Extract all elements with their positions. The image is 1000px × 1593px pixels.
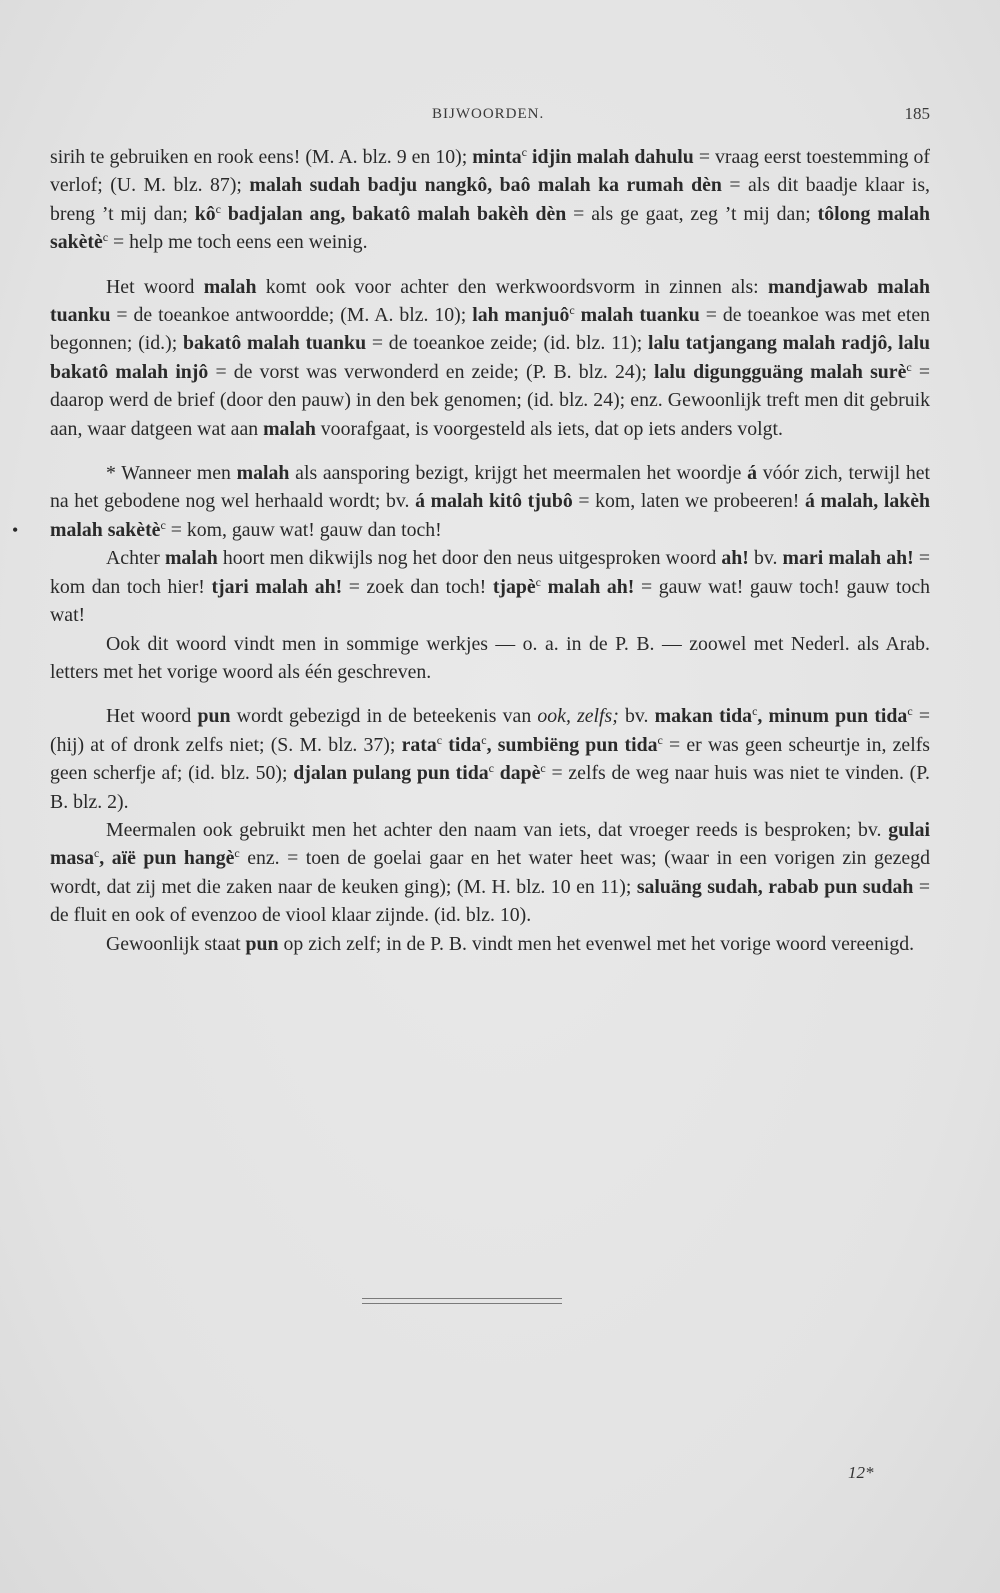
body-span: op zich zelf; in de P. B. vindt men het evenwel met het vorige woord vereenigd.	[278, 932, 915, 955]
glottal-stop-mark: c	[540, 761, 546, 776]
running-head: BIJWOORDEN.	[432, 106, 545, 122]
malay-term: rata	[401, 733, 437, 756]
body-span: = de toeankoe antwoordde; (M. A. blz. 10);	[110, 304, 473, 327]
body-span: = zoek dan toch!	[342, 575, 493, 598]
paragraph	[50, 816, 930, 930]
malay-term: malah tuanku	[574, 304, 700, 327]
malay-term: badjalan ang, bakatô malah bakèh dèn	[221, 202, 567, 225]
body-span: = (hij) at of dronk zelfs niet; (S. M. blz. 37);	[50, 705, 930, 756]
malay-term: tôlong malah sakètè	[50, 202, 931, 254]
malay-term: minta	[472, 146, 522, 168]
malay-term: mandjawab malah tuanku	[50, 275, 931, 327]
malay-term: á malah, lakèh malah sakètè	[50, 490, 930, 541]
body-span: enz. = toen de goelai gaar en het water heet was; (waar in een vorigen zin gezegd wordt, dat zij met die zaken naar de keuken ging); (M. H. blz. 10 en 11);	[50, 847, 930, 898]
malay-term: tida	[442, 733, 482, 756]
page-number: 185	[904, 104, 930, 123]
glottal-stop-mark: c	[481, 732, 487, 747]
body-span: Gewoonlijk staat	[106, 932, 246, 955]
body-span: = als dit baadje klaar is, breng ’t mij dan;	[50, 174, 930, 225]
malay-term: malah ah!	[541, 575, 635, 598]
paragraph	[50, 273, 930, 443]
section-rule-top	[362, 1298, 562, 1299]
body-span: = kom, laten we probeeren!	[572, 490, 805, 513]
glottal-stop-mark: c	[535, 574, 541, 589]
body-span: = kom dan toch hier!	[50, 547, 930, 598]
body-span: sirih te gebruiken en rook eens! (M. A. blz. 9 en 10);	[50, 146, 473, 168]
paragraph	[50, 544, 930, 629]
malay-term: saluäng sudah, rabab pun sudah	[636, 875, 914, 898]
malay-term: á malah kitô tjubô	[415, 490, 573, 513]
body-span: bv.	[748, 547, 783, 570]
paragraph	[50, 630, 930, 687]
body-span: = zelfs de weg naar huis was niet te vinden. (P. B. blz. 2).	[50, 762, 930, 813]
glottal-stop-mark: c	[907, 704, 913, 719]
body-span: = de toeankoe zeide; (id. blz. 11);	[366, 332, 648, 355]
body-span: = daarop werd de brief (door den pauw) in den bek genomen; (id. blz. 24); enz. Gewoonlijk treft men dit gebruik aan, waar datgeen wat aan	[50, 360, 930, 440]
body-span: bv.	[618, 705, 655, 728]
malay-term: bakatô malah tuanku	[182, 332, 367, 355]
malay-term: pun	[245, 932, 279, 955]
malay-term: tjari malah ah!	[211, 575, 343, 598]
section-rule-bottom	[362, 1303, 562, 1304]
malay-term: pun	[197, 705, 231, 728]
glottal-stop-mark: c	[93, 846, 100, 861]
glottal-stop-mark: c	[160, 517, 166, 532]
malay-term: kô	[194, 202, 216, 225]
glottal-stop-mark: c	[436, 732, 443, 747]
glottal-stop-mark: c	[569, 303, 575, 318]
glottal-stop-mark: c	[102, 230, 109, 245]
malay-term: tjapè	[492, 575, 536, 598]
body-span: = kom, gauw wat! gauw dan toch!	[165, 518, 442, 541]
malay-term: malah	[263, 417, 316, 440]
glottal-stop-mark: c	[234, 846, 240, 861]
body-span: Het woord	[106, 705, 198, 728]
paragraph	[50, 459, 930, 544]
malay-term: , minum pun tida	[757, 705, 908, 728]
malay-term: ah!	[721, 547, 749, 570]
body-span: = vraag eerst toestemming of verlof; (U. M. blz. 87);	[50, 146, 930, 197]
glottal-stop-mark: c	[752, 704, 758, 719]
margin-mark: •	[12, 520, 19, 540]
body-span: komt ook voor achter den werkwoordsvorm in zinnen als:	[256, 275, 768, 298]
malay-term: malah	[164, 547, 218, 570]
body-span: Achter	[106, 547, 165, 570]
malay-term: gulai masa	[50, 818, 930, 870]
paragraph	[50, 143, 930, 257]
emphasis-text: ook, zelfs;	[537, 705, 619, 728]
body-text	[50, 143, 930, 958]
malay-term: lah manjuô	[472, 304, 570, 327]
body-span: = help me toch eens een weinig.	[108, 231, 368, 254]
glottal-stop-mark: c	[906, 359, 912, 374]
malay-term: makan tida	[654, 705, 753, 728]
body-span: als aansporing bezigt, krijgt het meermalen het woordje	[289, 462, 748, 485]
malay-term: mari malah ah!	[782, 547, 914, 570]
glottal-stop-mark: c	[215, 201, 221, 216]
malay-term: , aïë pun hangè	[99, 847, 235, 870]
body-span: wordt gebezigd in de beteekenis van	[230, 705, 538, 728]
body-span: = als ge gaat, zeg ’t mij dan;	[566, 202, 818, 225]
body-span: * Wanneer men	[106, 462, 237, 485]
body-span: Het woord	[106, 275, 204, 298]
glottal-stop-mark: c	[521, 145, 527, 159]
malay-term: djalan pulang pun tida	[293, 762, 489, 785]
body-span: voorafgaat, is voorgesteld als iets, dat op iets anders volgt.	[315, 417, 783, 440]
body-span: = gauw wat! gauw toch! gauw toch wat!	[50, 575, 931, 627]
body-span: = de fluit en ook of evenzoo de viool klaar zijnde. (id. blz. 10).	[50, 875, 930, 927]
malay-term: dapè	[493, 762, 541, 785]
malay-term: á	[747, 462, 758, 485]
malay-term: malah	[203, 275, 257, 298]
glottal-stop-mark: c	[488, 761, 494, 776]
body-span: = er was geen scheurtje in, zelfs geen scherfje af; (id. blz. 50);	[50, 733, 930, 785]
malay-term: malah sudah badju nangkô, baô malah ka rumah dèn	[249, 174, 722, 197]
malay-term: , sumbiëng pun tida	[486, 733, 658, 756]
body-span: vóór zich, terwijl het na het gebodene nog wel herhaald wordt; bv.	[50, 462, 930, 513]
malay-term: lalu tatjangang malah radjô, lalu bakatô malah injô	[50, 332, 930, 383]
printer-signature: 12*	[848, 1463, 874, 1482]
body-span: = de toeankoe was met eten begonnen; (id.);	[50, 304, 930, 355]
paragraph	[50, 702, 930, 816]
body-span: Ook dit woord vindt men in sommige werkjes — o. a. in de P. B. — zoowel met Nederl. als Arab. letters met het vorige woord als één geschreven.	[50, 632, 930, 683]
malay-term: idjin malah dahulu	[527, 146, 694, 168]
malay-term: malah	[236, 462, 290, 485]
body-span: = de vorst was verwonderd en zeide; (P. B. blz. 24);	[208, 360, 655, 383]
glottal-stop-mark: c	[657, 732, 663, 747]
body-span: hoort men dikwijls nog het door den neus uitgesproken woord	[217, 547, 722, 570]
paragraph	[50, 930, 930, 958]
body-span: Meermalen ook gebruikt men het achter den naam van iets, dat vroeger reeds is besproken; bv.	[106, 818, 889, 841]
malay-term: lalu digungguäng malah surè	[654, 360, 907, 383]
